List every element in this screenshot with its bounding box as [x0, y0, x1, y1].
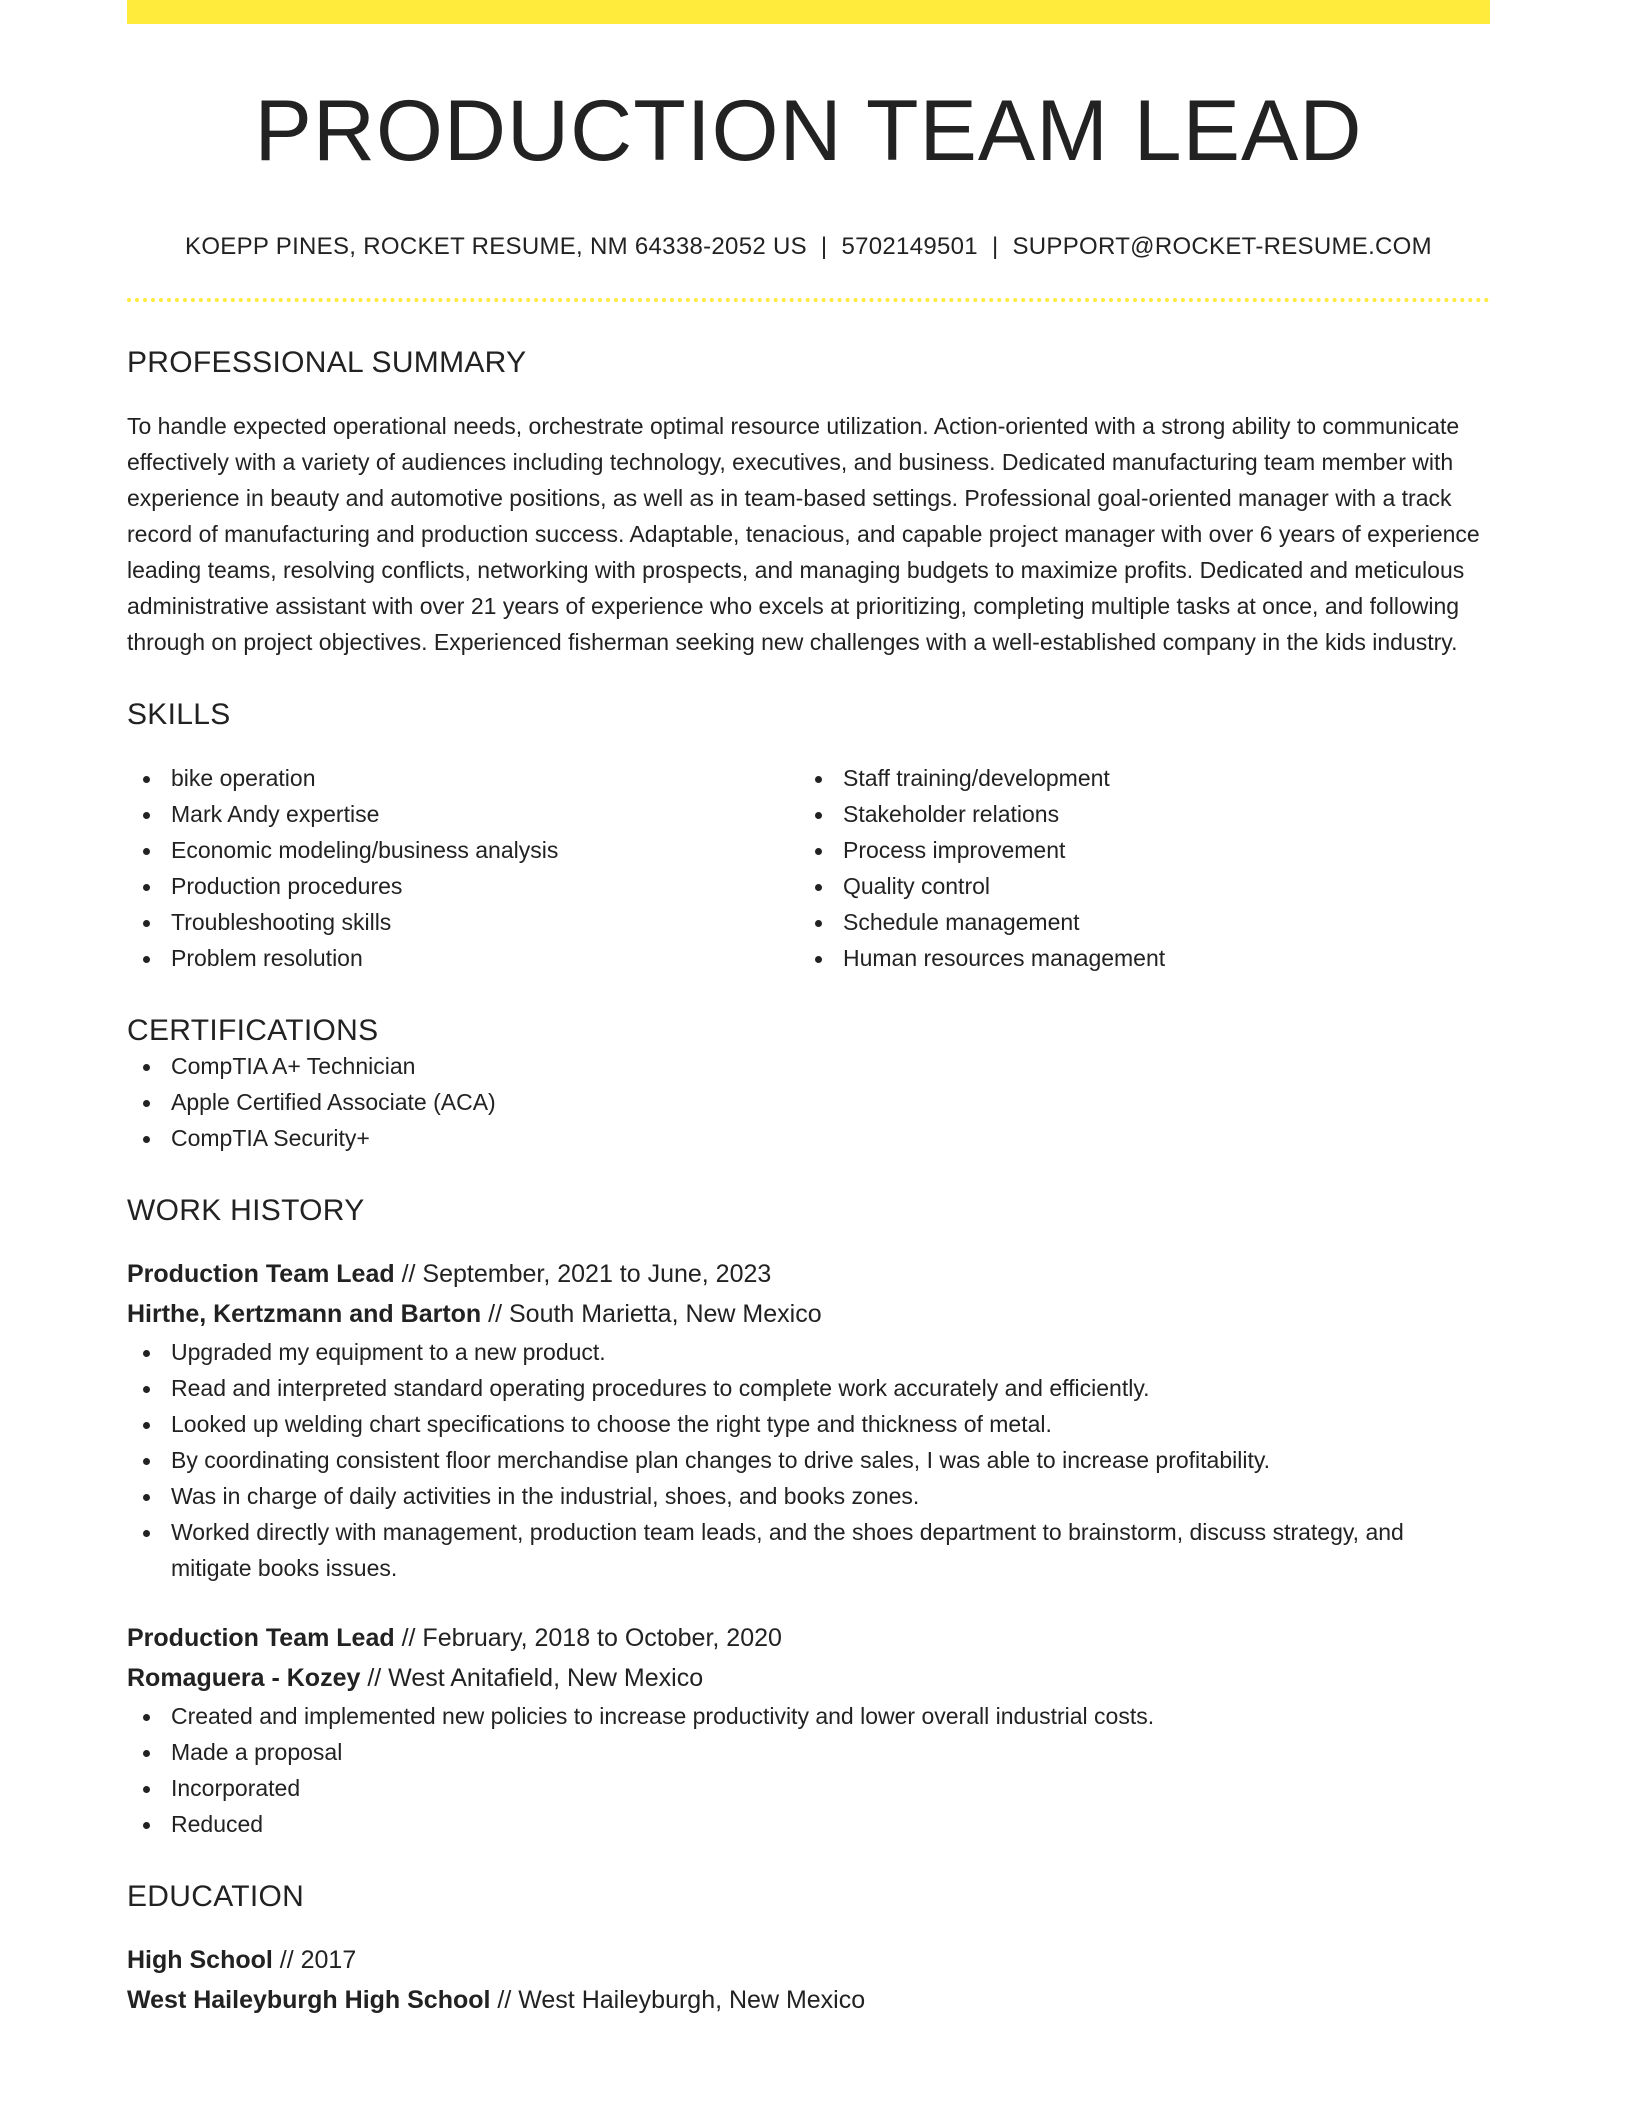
work-history-section	[127, 1194, 1490, 1842]
job-duty: Incorporated	[127, 1770, 1490, 1806]
skills-column-left	[127, 760, 799, 976]
skills-column-right	[799, 760, 1471, 976]
job-duties-list	[127, 1698, 1490, 1842]
education-entry	[127, 1940, 1490, 2020]
job-company-line	[127, 1294, 1490, 1334]
skills-section	[127, 698, 1490, 976]
contact-separator: |	[991, 232, 999, 260]
education-location: // West Haileyburgh, New Mexico	[490, 1985, 866, 2014]
certification-list	[127, 1048, 1490, 1156]
job-duty: By coordinating consistent floor merchandise plan changes to drive sales, I was able to increase profitability.	[127, 1442, 1490, 1478]
skill-item: bike operation	[127, 760, 799, 796]
contact-phone: 5702149501	[841, 232, 978, 260]
section-heading-skills: SKILLS	[127, 697, 231, 731]
summary-section	[127, 346, 1490, 660]
job-title-line	[127, 1254, 1490, 1294]
skill-item: Mark Andy expertise	[127, 796, 799, 832]
job-company: Hirthe, Kertzmann and Barton	[127, 1299, 482, 1328]
job-duty: Was in charge of daily activities in the industrial, shoes, and books zones.	[127, 1478, 1490, 1514]
skill-item: Problem resolution	[127, 940, 799, 976]
education-school-line	[127, 1980, 1490, 2020]
job-duty: Reduced	[127, 1806, 1490, 1842]
skill-item: Process improvement	[799, 832, 1471, 868]
section-heading-summary: PROFESSIONAL SUMMARY	[127, 345, 527, 379]
skill-item: Schedule management	[799, 904, 1471, 940]
section-heading-certifications: CERTIFICATIONS	[127, 1013, 379, 1047]
accent-top-bar	[127, 0, 1490, 24]
job-duties-list	[127, 1334, 1490, 1586]
job-duty: Upgraded my equipment to a new product.	[127, 1334, 1490, 1370]
job-company-line	[127, 1658, 1490, 1698]
contact-address: KOEPP PINES, ROCKET RESUME, NM 64338-2052 US	[185, 232, 807, 260]
skill-item: Troubleshooting skills	[127, 904, 799, 940]
skill-item: Stakeholder relations	[799, 796, 1471, 832]
job-duty: Worked directly with management, production team leads, and the shoes department to brainstorm, discuss strategy, and mitigate books issues.	[127, 1514, 1490, 1586]
resume-page	[127, 0, 1490, 2020]
skills-grid	[127, 760, 1490, 976]
contact-line	[127, 233, 1490, 261]
skill-item: Economic modeling/business analysis	[127, 832, 799, 868]
dotted-divider	[127, 298, 1490, 302]
job-duty: Created and implemented new policies to increase productivity and lower overall industrial costs.	[127, 1698, 1490, 1734]
certifications-section	[127, 1014, 1490, 1156]
job-duty: Made a proposal	[127, 1734, 1490, 1770]
summary-text: To handle expected operational needs, orchestrate optimal resource utilization. Action-oriented with a strong ability to communicate effectively with a variety of audiences including technology, executives, and business. Dedicated manufacturing team member with experience in beauty and automotive positions, as well as in team-based settings. Professional goal-oriented manager with a track record of manufacturing and production success. Adaptable, tenacious, and capable project manager with over 6 years of experience leading teams, resolving conflicts, networking with prospects, and managing budgets to maximize profits. Dedicated and meticulous administrative assistant with over 21 years of experience who excels at prioritizing, completing multiple tasks at once, and following through on project objectives. Experienced fisherman seeking new challenges with a well-established company in the kids industry.	[127, 412, 1480, 655]
contact-separator: |	[820, 232, 828, 260]
skill-item: Staff training/development	[799, 760, 1471, 796]
job-entry	[127, 1254, 1490, 1586]
certification-item: CompTIA A+ Technician	[127, 1048, 1490, 1084]
job-role: Production Team Lead	[127, 1259, 395, 1288]
job-role: Production Team Lead	[127, 1623, 395, 1652]
skill-item: Human resources management	[799, 940, 1471, 976]
job-duty: Looked up welding chart specifications to choose the right type and thickness of metal.	[127, 1406, 1490, 1442]
section-heading-education: EDUCATION	[127, 1879, 305, 1913]
education-year: // 2017	[272, 1945, 357, 1974]
job-dates: // February, 2018 to October, 2020	[394, 1623, 782, 1652]
skill-item: Quality control	[799, 868, 1471, 904]
job-title-line	[127, 1618, 1490, 1658]
education-degree: High School	[127, 1945, 273, 1974]
certification-item: CompTIA Security+	[127, 1120, 1490, 1156]
job-location: // South Marietta, New Mexico	[481, 1299, 822, 1328]
education-school: West Haileyburgh High School	[127, 1985, 491, 2014]
certification-item: Apple Certified Associate (ACA)	[127, 1084, 1490, 1120]
job-entry	[127, 1618, 1490, 1842]
job-company: Romaguera - Kozey	[127, 1663, 361, 1692]
education-degree-line	[127, 1940, 1490, 1980]
section-heading-work-history: WORK HISTORY	[127, 1193, 365, 1227]
resume-title: PRODUCTION TEAM LEAD	[254, 83, 1363, 179]
education-section	[127, 1880, 1490, 2020]
job-location: // West Anitafield, New Mexico	[360, 1663, 704, 1692]
job-duty: Read and interpreted standard operating procedures to complete work accurately and efficiently.	[127, 1370, 1490, 1406]
skill-item: Production procedures	[127, 868, 799, 904]
contact-email: SUPPORT@ROCKET-RESUME.COM	[1012, 232, 1432, 260]
job-dates: // September, 2021 to June, 2023	[394, 1259, 772, 1288]
